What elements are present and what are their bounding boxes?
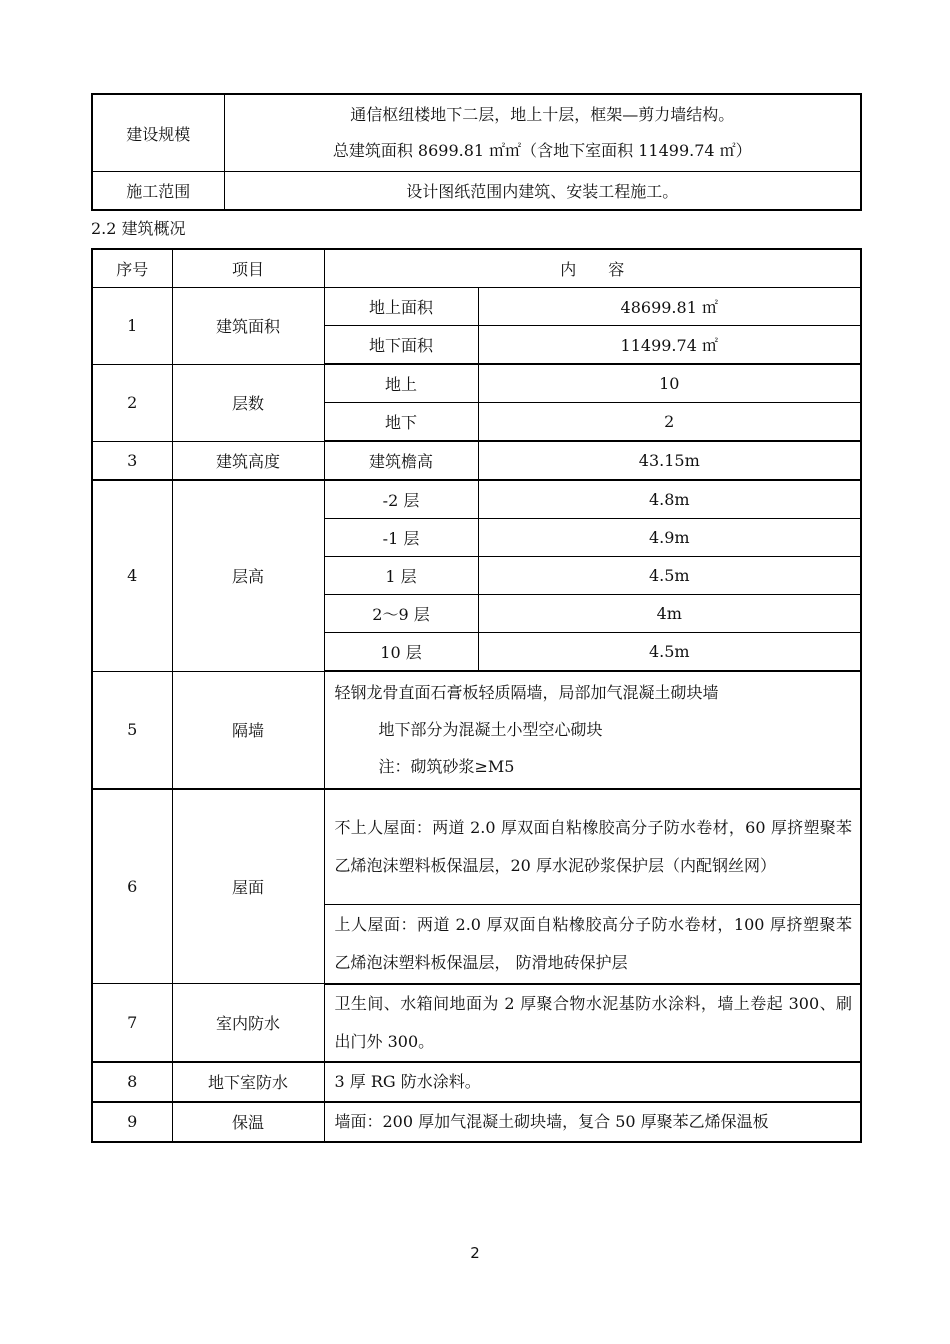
sub-value: 10 [478, 364, 861, 403]
sub-key: 10 层 [324, 633, 478, 672]
sub-value: 4.8m [478, 480, 861, 519]
sub-key: 地下 [324, 403, 478, 442]
header-row [92, 249, 861, 288]
sub-value: 4.9m [478, 519, 861, 557]
table-row [92, 441, 861, 480]
table-row [92, 94, 861, 172]
row-no: 8 [92, 1062, 172, 1102]
row-content: 不上人屋面：两道 2.0 厚双面自粘橡胶高分子防水卷材，60 厚挤塑聚苯乙烯泡沫塑料板保温层，20 厚水泥砂浆保护层（内配钢丝网） [324, 789, 861, 905]
row-content: 上人屋面：两道 2.0 厚双面自粘橡胶高分子防水卷材，100 厚挤塑聚苯乙烯泡沫塑料板保温层， 防滑地砖保护层 [324, 904, 861, 984]
project-scale-table [91, 93, 862, 211]
row-item: 隔墙 [172, 671, 324, 789]
table-row [92, 671, 861, 789]
row-no: 1 [92, 288, 172, 365]
sub-key: -1 层 [324, 519, 478, 557]
table-row [92, 789, 861, 905]
content-line: 轻钢龙骨直面石膏板轻质隔墙，局部加气混凝土砌块墙 [334, 683, 719, 703]
row-item: 建筑面积 [172, 288, 324, 365]
page-number: 2 [470, 1244, 480, 1262]
row-no: 6 [92, 789, 172, 984]
sub-value: 4.5m [478, 633, 861, 672]
sub-value: 43.15m [478, 441, 861, 480]
sub-key: 地上面积 [324, 288, 478, 326]
scale-label: 建设规模 [92, 94, 224, 172]
row-no: 4 [92, 480, 172, 671]
header-no: 序号 [92, 249, 172, 288]
row-no: 9 [92, 1102, 172, 1142]
table-row [92, 480, 861, 519]
scale-value [224, 94, 861, 172]
row-content: 3 厚 RG 防水涂料。 [324, 1062, 861, 1102]
sub-key: 建筑檐高 [324, 441, 478, 480]
row-item: 室内防水 [172, 984, 324, 1062]
table-row [92, 1102, 861, 1142]
row-item: 地下室防水 [172, 1062, 324, 1102]
row-no: 3 [92, 441, 172, 480]
table-row [92, 172, 861, 211]
sub-value: 4.5m [478, 557, 861, 595]
row-content: 卫生间、水箱间地面为 2 厚聚合物水泥基防水涂料，墙上卷起 300、刷出门外 300。 [324, 984, 861, 1062]
row-item: 建筑高度 [172, 441, 324, 480]
row-item: 层高 [172, 480, 324, 671]
section-heading: 2.2 建筑概况 [91, 219, 186, 238]
content-line: 地下部分为混凝土小型空心砌块 [378, 720, 603, 740]
scale-line-2: 总建筑面积 8699.81 ㎡㎡（含地下室面积 11499.74 ㎡） [332, 141, 752, 160]
sub-key: 1 层 [324, 557, 478, 595]
sub-key: 地上 [324, 364, 478, 403]
scope-value: 设计图纸范围内建筑、安装工程施工。 [224, 172, 861, 211]
row-item: 屋面 [172, 789, 324, 984]
row-item: 保温 [172, 1102, 324, 1142]
row-content [324, 671, 861, 789]
building-overview-table [91, 248, 862, 1143]
sub-key: 2～9 层 [324, 595, 478, 633]
scope-label: 施工范围 [92, 172, 224, 211]
sub-key: 地下面积 [324, 326, 478, 365]
table-row [92, 364, 861, 403]
sub-value: 4m [478, 595, 861, 633]
scale-line-1: 通信枢纽楼地下二层，地上十层，框架—剪力墙结构。 [350, 105, 735, 124]
row-no: 5 [92, 671, 172, 789]
row-item: 层数 [172, 364, 324, 441]
table-row [92, 984, 861, 1062]
row-content: 墙面：200 厚加气混凝土砌块墙，复合 50 厚聚苯乙烯保温板 [324, 1102, 861, 1142]
row-no: 2 [92, 364, 172, 441]
header-item: 项目 [172, 249, 324, 288]
table-row [92, 1062, 861, 1102]
row-no: 7 [92, 984, 172, 1062]
content-line: 注：砌筑砂浆≥M5 [378, 757, 515, 777]
sub-key: -2 层 [324, 480, 478, 519]
sub-value: 11499.74 ㎡ [478, 326, 861, 365]
header-content: 内 容 [324, 249, 861, 288]
table-row [92, 288, 861, 326]
sub-value: 2 [478, 403, 861, 442]
sub-value: 48699.81 ㎡ [478, 288, 861, 326]
